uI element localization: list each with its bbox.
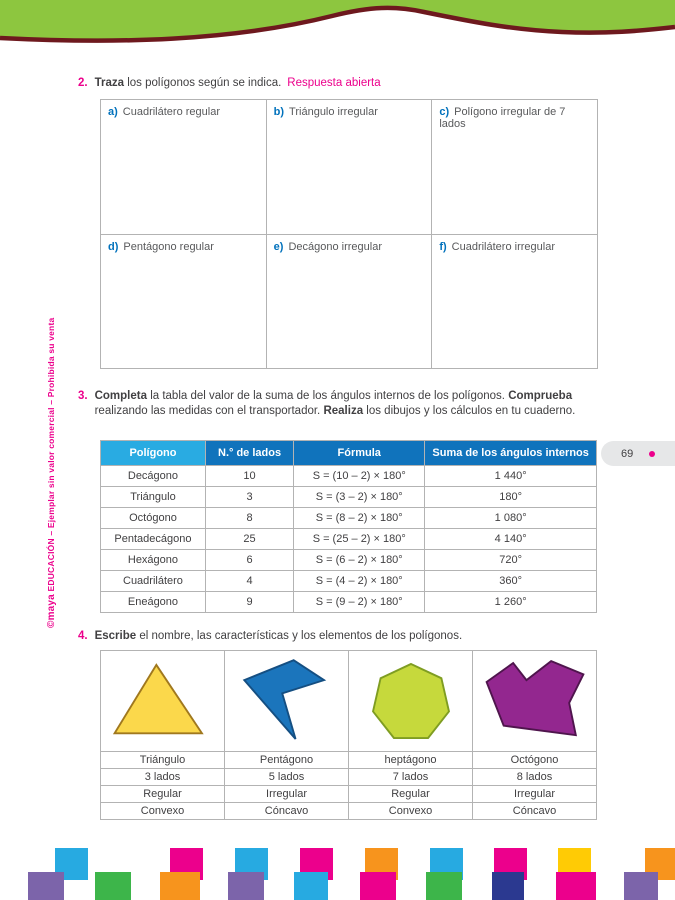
exercise3-text xyxy=(95,389,600,419)
cell-formula: S = (25 – 2) × 180° xyxy=(294,529,425,550)
concave-pentagon-shape xyxy=(231,654,343,748)
cell-poligono: Triángulo xyxy=(101,487,206,508)
table-row xyxy=(101,550,597,571)
deco-block xyxy=(426,872,462,900)
deco-block xyxy=(624,872,658,900)
draw-cell-f xyxy=(432,235,598,370)
cell-label: Polígono irregular de 7 lados xyxy=(439,106,566,130)
cell-lados: 4 xyxy=(205,571,293,592)
cell-letter: f) xyxy=(439,240,447,253)
col-header-lados: N.° de lados xyxy=(205,441,293,466)
cell-poligono: Decágono xyxy=(101,466,206,487)
shape-convexity: Cóncavo xyxy=(225,803,349,820)
cell-formula: S = (6 – 2) × 180° xyxy=(294,550,425,571)
deco-block xyxy=(28,872,64,900)
cell-lados: 6 xyxy=(205,550,293,571)
cell-formula: S = (4 – 2) × 180° xyxy=(294,571,425,592)
exercise3-number: 3. xyxy=(78,390,88,402)
exercise2-verb: Traza xyxy=(94,77,125,89)
cell-letter: e) xyxy=(273,240,284,253)
cell-letter: c) xyxy=(439,106,450,118)
table-row xyxy=(101,571,597,592)
table-row xyxy=(101,487,597,508)
cell-formula: S = (10 – 2) × 180° xyxy=(294,466,425,487)
deco-block xyxy=(160,872,200,900)
page-badge-dot xyxy=(649,451,655,457)
shape-sides: 8 lados xyxy=(473,769,597,786)
shape-convexity: Convexo xyxy=(101,803,225,820)
shape-cell-octagon xyxy=(473,651,597,752)
cell-suma: 720° xyxy=(425,550,597,571)
cell-suma: 360° xyxy=(425,571,597,592)
exercise2-number: 2. xyxy=(78,77,88,89)
triangle-shape xyxy=(107,654,219,748)
exercise3-instruction xyxy=(78,389,600,419)
table-row xyxy=(101,508,597,529)
exercise4-text xyxy=(95,629,463,644)
deco-block xyxy=(556,872,596,900)
cell-suma: 4 140° xyxy=(425,529,597,550)
shape-regularity: Irregular xyxy=(225,786,349,803)
cell-letter: a) xyxy=(108,106,118,118)
exercise4-instruction xyxy=(78,629,600,644)
concave-octagon-shape xyxy=(479,654,591,748)
exercise3-verb-1: Completa xyxy=(94,390,147,402)
exercise3-text-2: realizando las medidas con el transportador. xyxy=(94,405,324,418)
exercise2-open-answer: Respuesta abierta xyxy=(287,77,381,89)
deco-block xyxy=(228,872,264,900)
page-number: 69 xyxy=(621,447,634,460)
shape-sides: 5 lados xyxy=(225,769,349,786)
exercise3-text-1: la tabla del valor de la suma de los ángulos internos de los polígonos. xyxy=(147,390,509,402)
exercise2-text xyxy=(95,76,381,91)
cell-formula: S = (3 – 2) × 180° xyxy=(294,487,425,508)
shape-convexity: Cóncavo xyxy=(473,803,597,820)
cell-suma: 180° xyxy=(425,487,597,508)
purple-concave-octagon xyxy=(486,661,583,735)
cell-poligono: Pentadecágono xyxy=(101,529,206,550)
regularity-row xyxy=(101,786,597,803)
shape-cell-pentagon xyxy=(225,651,349,752)
name-row xyxy=(101,752,597,769)
exercise2-draw-grid xyxy=(100,99,598,369)
shape-sides: 3 lados xyxy=(101,769,225,786)
deco-block xyxy=(294,872,328,900)
exercise4-verb: Escribe xyxy=(94,630,137,642)
draw-cell-d xyxy=(101,235,267,370)
cell-poligono: Cuadrilátero xyxy=(101,571,206,592)
cell-letter: d) xyxy=(108,240,119,253)
draw-cell-a xyxy=(101,100,267,235)
yellow-triangle xyxy=(114,665,201,733)
cell-formula: S = (8 – 2) × 180° xyxy=(294,508,425,529)
table-row xyxy=(101,592,597,613)
cell-suma: 1 440° xyxy=(425,466,597,487)
cell-label: Cuadrilátero regular xyxy=(122,106,220,118)
copyright-sidebar-text xyxy=(46,318,57,628)
angles-sum-table xyxy=(100,440,597,613)
draw-cell-e xyxy=(267,235,433,370)
cell-lados: 25 xyxy=(205,529,293,550)
publisher-logo: ©maya xyxy=(46,594,57,628)
exercise3-text-3: los dibujos y los cálculos en tu cuaderno. xyxy=(363,405,576,418)
cell-poligono: Hexágono xyxy=(101,550,206,571)
bottom-decoration xyxy=(0,848,675,900)
col-header-formula: Fórmula xyxy=(294,441,425,466)
cell-poligono: Eneágono xyxy=(101,592,206,613)
shape-convexity: Convexo xyxy=(349,803,473,820)
cell-label: Cuadrilátero irregular xyxy=(451,240,555,253)
col-header-poligono: Polígono xyxy=(101,441,206,466)
heptagon-shape xyxy=(355,654,467,748)
blue-concave-pentagon xyxy=(244,660,324,739)
cell-lados: 10 xyxy=(205,466,293,487)
shape-regularity: Regular xyxy=(349,786,473,803)
deco-block xyxy=(492,872,524,900)
shape-cell-heptagon xyxy=(349,651,473,752)
exercise4-rest: el nombre, las características y los elementos de los polígonos. xyxy=(136,630,463,642)
shape-name: Octógono xyxy=(473,752,597,769)
draw-cell-b xyxy=(267,100,433,235)
exercise3-verb-3: Realiza xyxy=(323,405,364,418)
table-row xyxy=(101,529,597,550)
deco-block xyxy=(95,872,131,900)
cell-lados: 3 xyxy=(205,487,293,508)
exercise3-verb-2: Comprueba xyxy=(508,390,573,402)
polygons-table xyxy=(100,650,597,820)
shape-regularity: Regular xyxy=(101,786,225,803)
cell-label: Triángulo irregular xyxy=(289,106,378,118)
cell-letter: b) xyxy=(273,106,285,118)
shape-name: Pentágono xyxy=(225,752,349,769)
deco-block xyxy=(360,872,396,900)
shape-name: heptágono xyxy=(349,752,473,769)
exercise2-rest: los polígonos según se indica. xyxy=(124,77,282,89)
cell-label: Decágono irregular xyxy=(288,240,382,253)
cell-lados: 8 xyxy=(205,508,293,529)
copyright-text: EDUCACIÓN – Ejemplar sin valor comercial – Prohibida su venta xyxy=(46,317,56,595)
table-row xyxy=(101,466,597,487)
convexity-row xyxy=(101,803,597,820)
shape-name: Triángulo xyxy=(101,752,225,769)
shape-regularity: Irregular xyxy=(473,786,597,803)
col-header-suma: Suma de los ángulos internos xyxy=(425,441,597,466)
sides-row xyxy=(101,769,597,786)
exercise4-number: 4. xyxy=(78,630,88,642)
cell-suma: 1 080° xyxy=(425,508,597,529)
green-heptagon xyxy=(373,664,449,738)
shape-row xyxy=(101,651,597,752)
shape-cell-triangle xyxy=(101,651,225,752)
table-header-row xyxy=(101,441,597,466)
draw-cell-c xyxy=(432,100,598,235)
top-wave-decoration xyxy=(0,0,675,56)
cell-suma: 1 260° xyxy=(425,592,597,613)
cell-poligono: Octógono xyxy=(101,508,206,529)
cell-formula: S = (9 – 2) × 180° xyxy=(294,592,425,613)
exercise2-instruction xyxy=(78,76,600,91)
cell-lados: 9 xyxy=(205,592,293,613)
shape-sides: 7 lados xyxy=(349,769,473,786)
cell-label: Pentágono regular xyxy=(123,240,214,253)
page-number-badge xyxy=(601,441,675,466)
